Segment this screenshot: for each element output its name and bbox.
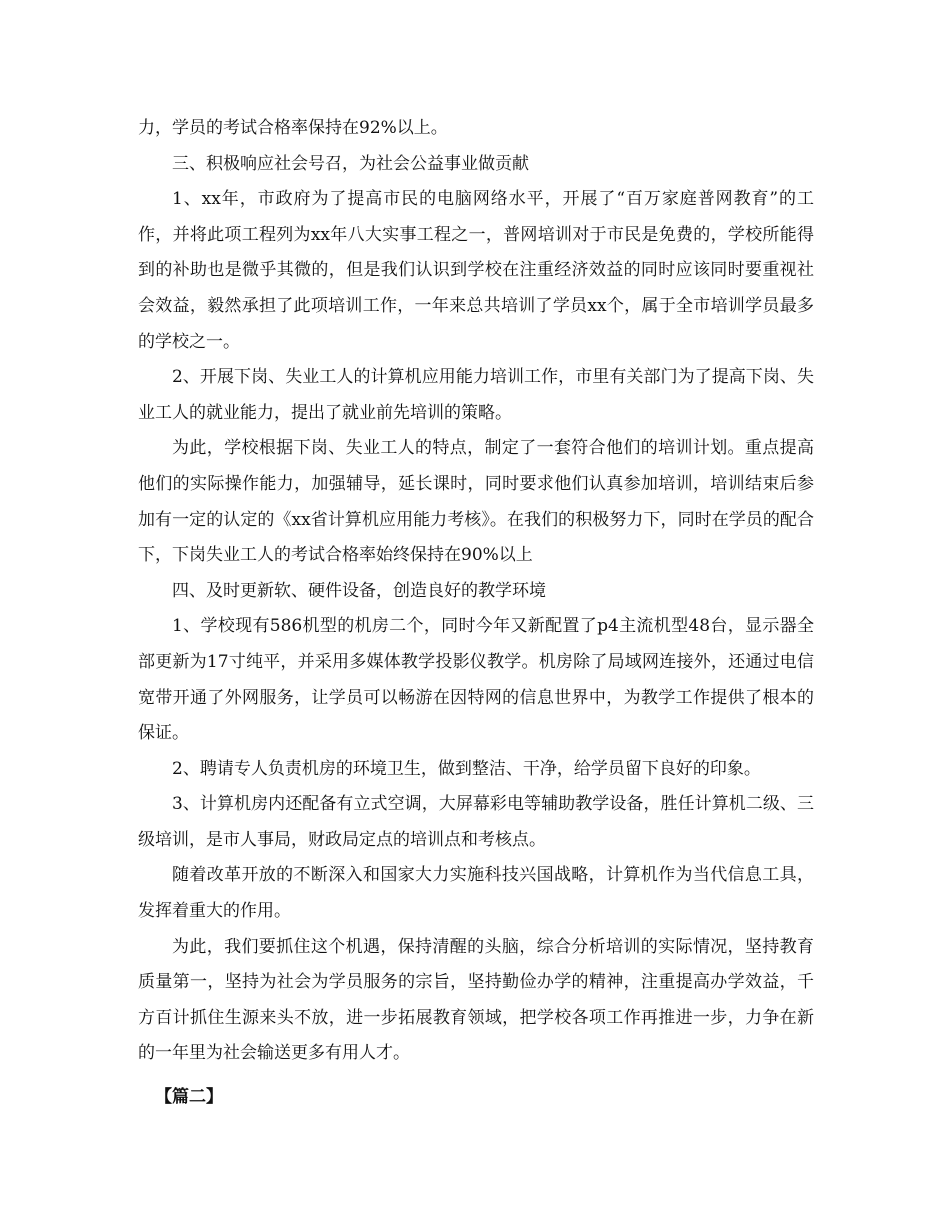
- section-heading-four: 四、及时更新软、硬件设备，创造良好的教学环境: [172, 580, 546, 601]
- paragraph-continuation: 力，学员的考试合格率保持在92%以上。: [138, 118, 448, 138]
- document-body: [138, 111, 814, 1116]
- section-heading-three: 三、积极响应社会号召，为社会公益事业做贡献: [172, 153, 529, 174]
- paragraph-item-2: 2、开展下岗、失业工人的计算机应用能力培训工作，市里有关部门为了提高下岗、失业工人的就业能力，提出了就业前先培训的策略。: [138, 367, 814, 423]
- section-label-part-two: 【篇二】: [155, 1087, 223, 1108]
- paragraph-item-1: 1、xx年，市政府为了提高市民的电脑网络水平，开展了“百万家庭普网教育”的工作，并将此项工程列为xx年八大实事工程之一，普网培训对于市民是免费的，学校所能得到的补助也是微乎其微的，但是我们认识到学校在注重经济效益的同时应该同时要重视社会效益，毅然承担了此项培训工作，一年来总共培训了学员xx个，属于全市培训学员最多的学校之一。: [138, 189, 814, 352]
- paragraph-training-plan: 为此，学校根据下岗、失业工人的特点，制定了一套符合他们的培训计划。重点提高他们的实际操作能力，加强辅导，延长课时，同时要求他们认真参加培训，培训结束后参加有一定的认定的《xx省计算机应用能力考核》。在我们的积极努力下，同时在学员的配合下，下岗失业工人的考试合格率始终保持在90%以上: [138, 438, 814, 566]
- paragraph-reform: 随着改革开放的不断深入和国家大力实施科技兴国战略，计算机作为当代信息工具，发挥着重大的作用。: [138, 865, 814, 922]
- paragraph-equipment-3: 3、计算机房内还配备有立式空调，大屏幕彩电等辅助教学设备，胜任计算机二级、三级培训，是市人事局，财政局定点的培训点和考核点。: [138, 794, 814, 850]
- paragraph-equipment-1: 1、学校现有586机型的机房二个，同时今年又新配置了p4主流机型48台，显示器全部更新为17寸纯平，并采用多媒体教学投影仪教学。机房除了局域网连接外，还通过电信宽带开通了外网服务，让学员可以畅游在因特网的信息世界中，为教学工作提供了根本的保证。: [138, 616, 814, 744]
- paragraph-equipment-2: 2、聘请专人负责机房的环境卫生，做到整洁、干净，给学员留下良好的印象。: [172, 758, 761, 779]
- paragraph-conclusion: 为此，我们要抓住这个机遇，保持清醒的头脑，综合分析培训的实际情况，坚持教育质量第一，坚持为社会为学员服务的宗旨，坚持勤俭办学的精神，注重提高办学效益，千方百计抓住生源来头不放，进一步拓展教育领域，把学校各项工作再推进一步，力争在新的一年里为社会输送更多有用人才。: [138, 936, 814, 1064]
